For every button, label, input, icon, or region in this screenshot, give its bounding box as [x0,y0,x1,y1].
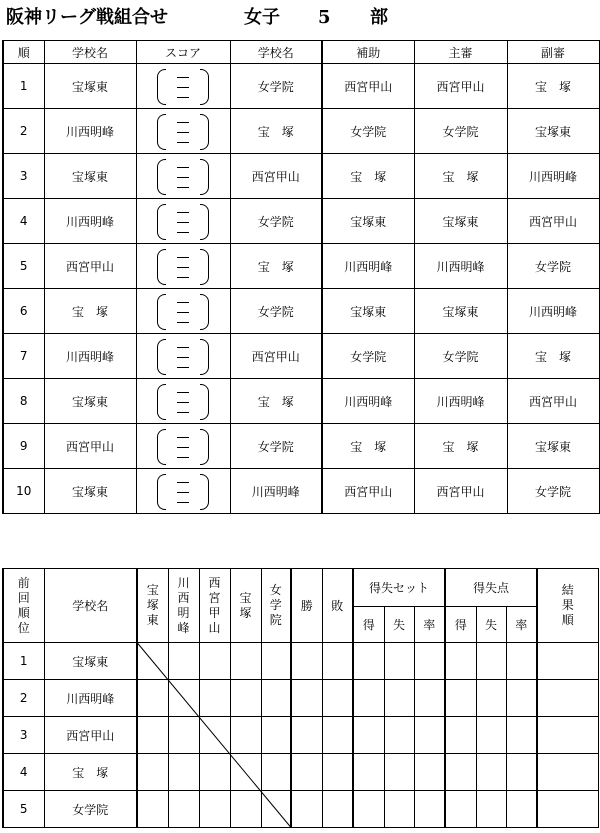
school-a-cell: 川西明峰 [44,109,136,154]
table-row [3,64,599,109]
school-b-cell: 女学院 [230,64,322,109]
score-cell [136,244,230,289]
left-bracket [157,384,166,420]
school-b-cell: 女学院 [230,199,322,244]
col-header-result-rank [537,569,598,643]
point-rate-cell[interactable] [506,791,537,828]
point-rate-cell[interactable] [506,680,537,717]
losses-cell[interactable] [322,791,353,828]
order-cell: 6 [3,289,44,334]
referee-cell: 宝塚東 [414,199,507,244]
left-bracket [157,294,166,330]
school-b-cell: 西宮甲山 [230,154,322,199]
result-vs-4-cell[interactable] [230,680,261,717]
col-header-set-group: 得失セット [353,569,445,607]
col-header-opponent-5 [261,569,291,643]
school-cell: 川西明峰 [44,680,137,717]
col-header-school-b: 学校名 [230,41,322,64]
score-entry-box[interactable] [157,247,209,285]
set-gain-cell[interactable] [353,643,384,680]
score-dash [177,257,189,258]
header-char: 塚 [239,605,252,620]
score-dash [177,302,189,303]
result-vs-2-cell[interactable] [168,754,199,791]
set-rate-cell[interactable] [414,717,445,754]
order-cell: 1 [3,64,44,109]
sub-referee-cell: 川西明峰 [507,289,599,334]
point-gain-cell[interactable] [445,717,476,754]
col-header-assist: 補助 [322,41,414,64]
col-header-score: スコア [136,41,230,64]
wins-cell[interactable] [291,643,322,680]
assist-cell: 宝塚東 [322,289,414,334]
result-vs-1-cell[interactable] [137,680,168,717]
sub-referee-cell: 宝塚東 [507,424,599,469]
order-cell: 8 [3,379,44,424]
col-header-set-rate: 率 [414,607,445,643]
rank-cell: 5 [3,791,44,828]
page-title [6,4,388,32]
result-vs-5-cell[interactable] [261,791,291,828]
assist-cell: 宝塚東 [322,199,414,244]
school-b-cell: 女学院 [230,289,322,334]
col-header-sub-referee: 副審 [507,41,599,64]
point-loss-cell[interactable] [476,754,506,791]
header-char: 学 [269,598,282,612]
result-vs-2-cell[interactable] [168,680,199,717]
header-char: 院 [269,613,282,627]
right-bracket [200,159,209,195]
school-a-cell: 宝塚東 [44,64,136,109]
score-cell [136,199,230,244]
result-vs-2-cell[interactable] [168,791,199,828]
school-a-cell: 宝塚東 [44,469,136,514]
col-header-opponent-1 [137,569,168,643]
order-cell: 4 [3,199,44,244]
col-header-opponent-2 [168,569,199,643]
match-schedule-table [2,40,600,514]
score-dash [177,437,189,438]
score-dash [177,482,189,483]
referee-cell: 川西明峰 [414,244,507,289]
score-entry-box[interactable] [157,112,209,150]
title-main: 阪神リーグ戦組合せ [6,7,168,28]
assist-cell: 西宮甲山 [322,64,414,109]
school-a-cell: 西宮甲山 [44,424,136,469]
col-header-set-gain: 得 [353,607,384,643]
school-a-cell: 西宮甲山 [44,244,136,289]
result-vs-4-cell[interactable] [230,643,261,680]
result-vs-4-cell[interactable] [230,754,261,791]
score-dash [177,267,189,268]
final-rank-cell[interactable] [537,754,598,791]
score-cell [136,424,230,469]
header-char: 塚 [146,598,159,612]
sub-referee-cell: 川西明峰 [507,154,599,199]
set-loss-cell[interactable] [384,643,414,680]
assist-cell: 川西明峰 [322,379,414,424]
left-bracket [157,114,166,150]
col-header-point-group: 得失点 [445,569,537,607]
set-gain-cell[interactable] [353,754,384,791]
right-bracket [200,474,209,510]
referee-cell: 西宮甲山 [414,64,507,109]
result-vs-3-cell[interactable] [199,791,230,828]
right-bracket [200,249,209,285]
assist-cell: 川西明峰 [322,244,414,289]
set-rate-cell[interactable] [414,754,445,791]
referee-cell: 宝塚東 [414,289,507,334]
sub-referee-cell: 西宮甲山 [507,199,599,244]
score-dash [177,222,189,223]
school-b-cell: 西宮甲山 [230,334,322,379]
table-row [3,109,599,154]
assist-cell: 女学院 [322,109,414,154]
table-row [3,424,599,469]
final-rank-cell[interactable] [537,680,598,717]
result-vs-5-cell[interactable] [261,680,291,717]
set-loss-cell[interactable] [384,791,414,828]
assist-cell: 女学院 [322,334,414,379]
left-bracket [157,69,166,105]
header-char: 甲 [208,605,221,620]
header-char: 西 [208,575,221,590]
score-dash [177,367,189,368]
result-vs-2-cell[interactable] [168,643,199,680]
result-vs-3-cell[interactable] [199,643,230,680]
point-loss-cell[interactable] [476,680,506,717]
right-bracket [200,69,209,105]
school-cell: 女学院 [44,791,137,828]
final-rank-cell[interactable] [537,791,598,828]
point-loss-cell[interactable] [476,643,506,680]
score-entry-box[interactable] [157,337,209,375]
final-rank-cell[interactable] [537,717,598,754]
assist-cell: 宝 塚 [322,424,414,469]
school-b-cell: 女学院 [230,424,322,469]
right-bracket [200,204,209,240]
table-row [3,643,598,680]
score-dash [177,132,189,133]
col-header-point-loss: 失 [476,607,506,643]
point-loss-cell[interactable] [476,791,506,828]
col-header-referee: 主審 [414,41,507,64]
table-row [3,244,599,289]
losses-cell[interactable] [322,680,353,717]
col-header-point-rate: 率 [506,607,537,643]
school-cell: 宝 塚 [44,754,137,791]
score-cell [136,379,230,424]
match-header-row [3,41,599,64]
col-header-school-a: 学校名 [44,41,136,64]
result-vs-5-cell[interactable] [261,717,291,754]
point-gain-cell[interactable] [445,791,476,828]
assist-cell: 西宮甲山 [322,469,414,514]
wins-cell[interactable] [291,680,322,717]
set-gain-cell[interactable] [353,717,384,754]
rank-cell: 2 [3,680,44,717]
score-cell [136,469,230,514]
score-dash [177,457,189,458]
score-dash [177,87,189,88]
sub-referee-cell: 西宮甲山 [507,379,599,424]
result-vs-5-cell[interactable] [261,643,291,680]
title-category: 女子 [244,7,280,28]
school-b-cell: 川西明峰 [230,469,322,514]
header-char: 回 [17,590,30,605]
school-a-cell: 川西明峰 [44,334,136,379]
col-header-prev-rank [3,569,44,643]
set-rate-cell[interactable] [414,680,445,717]
result-vs-1-cell[interactable] [137,643,168,680]
order-cell: 2 [3,109,44,154]
header-char: 宝 [146,583,159,597]
referee-cell: 川西明峰 [414,379,507,424]
sub-referee-cell: 宝塚東 [507,109,599,154]
score-dash [177,277,189,278]
score-dash [177,357,189,358]
order-cell: 5 [3,244,44,289]
result-vs-2-cell[interactable] [168,717,199,754]
title-division-number: 5 [318,7,331,28]
table-row [3,154,599,199]
right-bracket [200,339,209,375]
score-cell [136,64,230,109]
order-cell: 3 [3,154,44,199]
table-row [3,680,598,717]
score-dash [177,502,189,503]
school-b-cell: 宝 塚 [230,379,322,424]
header-char: 峰 [177,620,190,635]
sub-referee-cell: 女学院 [507,244,599,289]
left-bracket [157,339,166,375]
score-dash [177,187,189,188]
score-dash [177,492,189,493]
rank-cell: 4 [3,754,44,791]
school-cell: 西宮甲山 [44,717,137,754]
col-header-order: 順 [3,41,44,64]
rank-cell: 3 [3,717,44,754]
score-entry-box[interactable] [157,472,209,510]
sub-referee-cell: 女学院 [507,469,599,514]
score-dash [177,97,189,98]
left-bracket [157,474,166,510]
score-entry-box[interactable] [157,292,209,330]
right-bracket [200,114,209,150]
school-a-cell: 宝 塚 [44,289,136,334]
header-char: 前 [17,575,30,590]
point-loss-cell[interactable] [476,717,506,754]
title-division-suffix: 部 [370,7,388,28]
header-char: 宮 [208,590,221,605]
table-row [3,717,598,754]
standings-table [2,568,599,828]
losses-cell[interactable] [322,643,353,680]
table-row [3,334,599,379]
set-loss-cell[interactable] [384,754,414,791]
col-header-school: 学校名 [44,569,137,643]
score-cell [136,334,230,379]
order-cell: 7 [3,334,44,379]
header-char: 西 [177,590,190,605]
rank-cell: 1 [3,643,44,680]
table-row [3,791,598,828]
referee-cell: 女学院 [414,109,507,154]
score-entry-box[interactable] [157,202,209,240]
set-gain-cell[interactable] [353,791,384,828]
set-gain-cell[interactable] [353,680,384,717]
col-header-point-gain: 得 [445,607,476,643]
referee-cell: 宝 塚 [414,424,507,469]
table-row [3,379,599,424]
table-row [3,754,598,791]
school-cell: 宝塚東 [44,643,137,680]
right-bracket [200,429,209,465]
school-b-cell: 宝 塚 [230,109,322,154]
score-dash [177,77,189,78]
point-gain-cell[interactable] [445,680,476,717]
col-header-set-loss: 失 [384,607,414,643]
score-dash [177,412,189,413]
score-dash [177,212,189,213]
score-dash [177,122,189,123]
table-row [3,289,599,334]
order-cell: 10 [3,469,44,514]
point-gain-cell[interactable] [445,754,476,791]
score-cell [136,154,230,199]
standings-header-row [3,569,598,607]
right-bracket [200,294,209,330]
score-entry-box[interactable] [157,427,209,465]
score-entry-box[interactable] [157,157,209,195]
school-a-cell: 川西明峰 [44,199,136,244]
header-char: 結 [561,583,574,597]
score-dash [177,167,189,168]
sub-referee-cell: 宝 塚 [507,64,599,109]
header-char: 位 [17,620,30,635]
score-dash [177,232,189,233]
wins-cell[interactable] [291,717,322,754]
result-vs-5-cell[interactable] [261,754,291,791]
result-vs-3-cell[interactable] [199,754,230,791]
header-char: 東 [146,613,159,627]
header-char: 女 [269,583,282,597]
score-dash [177,447,189,448]
score-dash [177,322,189,323]
assist-cell: 宝 塚 [322,154,414,199]
score-dash [177,177,189,178]
table-row [3,469,599,514]
score-cell [136,109,230,154]
header-char: 果 [561,598,574,612]
header-char: 山 [208,620,221,635]
final-rank-cell[interactable] [537,643,598,680]
wins-cell[interactable] [291,791,322,828]
col-header-wins: 勝 [291,569,322,643]
result-vs-4-cell[interactable] [230,791,261,828]
col-header-opponent-3 [199,569,230,643]
score-dash [177,402,189,403]
referee-cell: 女学院 [414,334,507,379]
header-char: 明 [177,605,190,620]
referee-cell: 西宮甲山 [414,469,507,514]
result-vs-3-cell[interactable] [199,717,230,754]
score-entry-box[interactable] [157,67,209,105]
col-header-losses: 敗 [322,569,353,643]
left-bracket [157,159,166,195]
school-a-cell: 宝塚東 [44,154,136,199]
table-row [3,199,599,244]
result-vs-1-cell[interactable] [137,717,168,754]
point-rate-cell[interactable] [506,717,537,754]
score-dash [177,142,189,143]
col-header-opponent-4 [230,569,261,643]
result-vs-1-cell[interactable] [137,791,168,828]
school-b-cell: 宝 塚 [230,244,322,289]
set-rate-cell[interactable] [414,643,445,680]
score-cell [136,289,230,334]
left-bracket [157,204,166,240]
result-vs-3-cell[interactable] [199,680,230,717]
point-rate-cell[interactable] [506,643,537,680]
right-bracket [200,384,209,420]
header-char: 宝 [239,590,252,605]
set-loss-cell[interactable] [384,680,414,717]
header-char: 川 [177,575,190,590]
order-cell: 9 [3,424,44,469]
wins-cell[interactable] [291,754,322,791]
point-gain-cell[interactable] [445,643,476,680]
losses-cell[interactable] [322,754,353,791]
set-loss-cell[interactable] [384,717,414,754]
score-entry-box[interactable] [157,382,209,420]
header-char: 順 [561,613,574,627]
score-dash [177,312,189,313]
losses-cell[interactable] [322,717,353,754]
score-dash [177,392,189,393]
sub-referee-cell: 宝 塚 [507,334,599,379]
result-vs-4-cell[interactable] [230,717,261,754]
referee-cell: 宝 塚 [414,154,507,199]
set-rate-cell[interactable] [414,791,445,828]
left-bracket [157,249,166,285]
header-char: 順 [17,605,30,620]
score-dash [177,347,189,348]
left-bracket [157,429,166,465]
school-a-cell: 宝塚東 [44,379,136,424]
result-vs-1-cell[interactable] [137,754,168,791]
point-rate-cell[interactable] [506,754,537,791]
